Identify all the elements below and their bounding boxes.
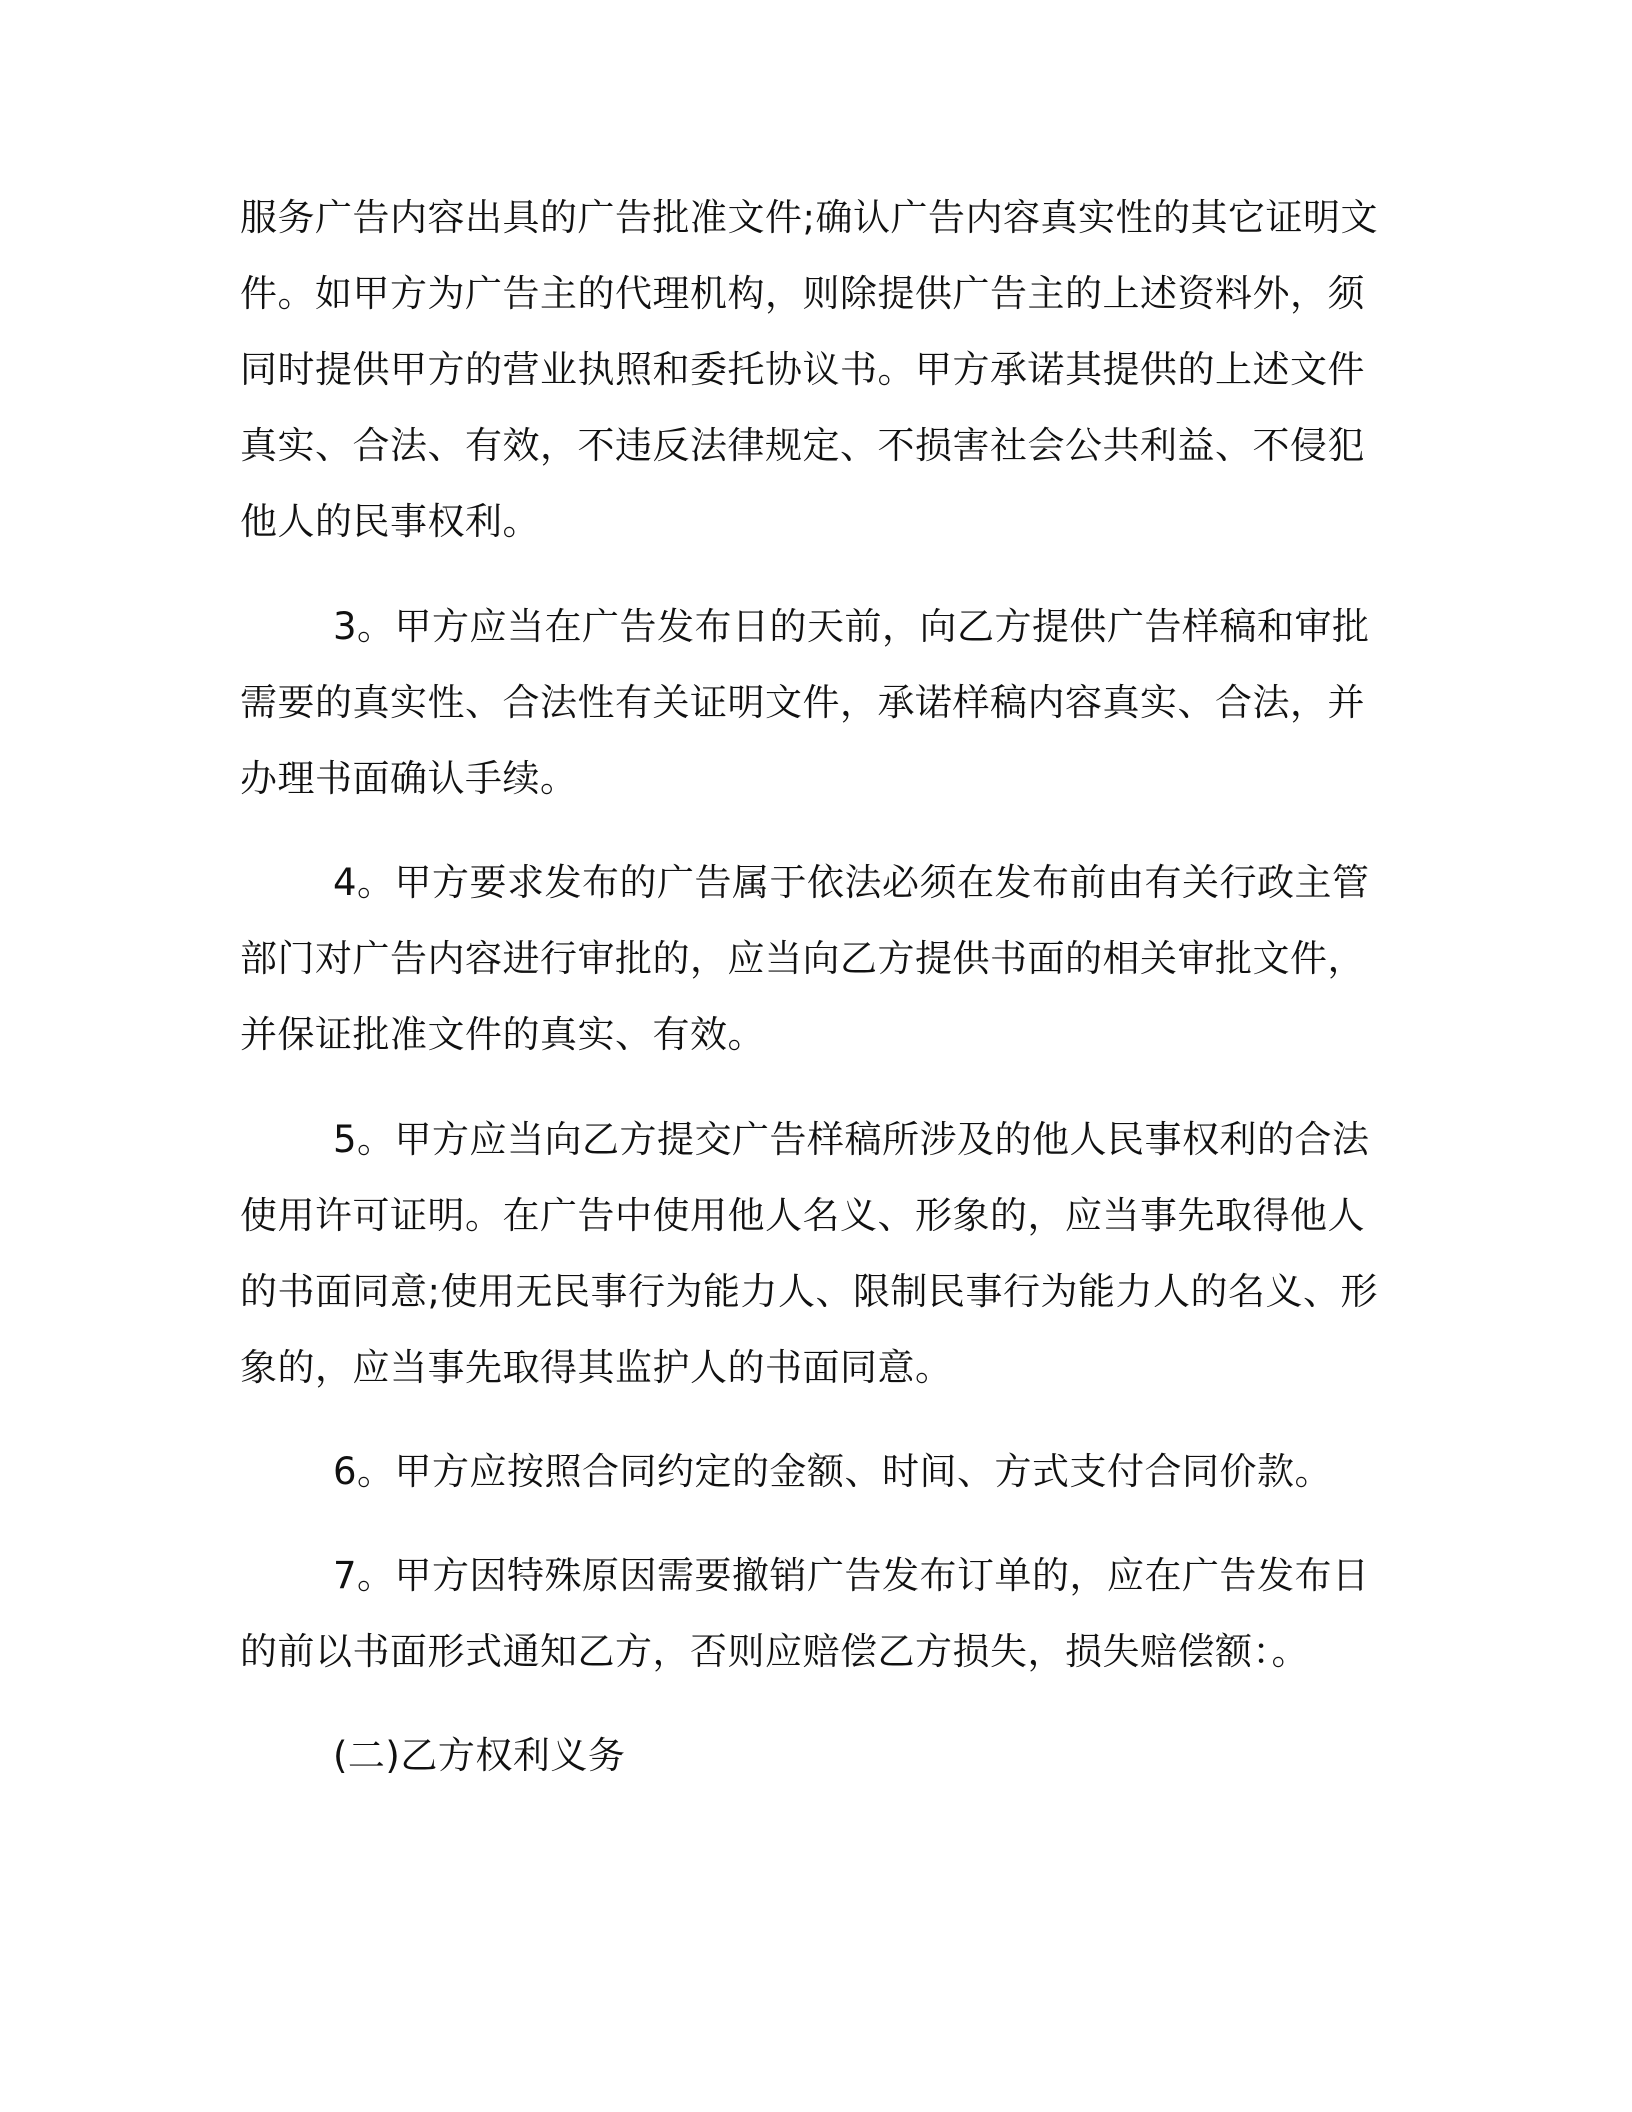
paragraph-line: 象的，应当事先取得其监护人的书面同意。 — [240, 1346, 953, 1389]
paragraph-line: 的前以书面形式通知乙方，否则应赔偿乙方损失，损失赔偿额：。 — [240, 1630, 1309, 1673]
paragraph-line: 使用许可证明。在广告中使用他人名义、形象的，应当事先取得他人 — [240, 1194, 1365, 1237]
paragraph-line: 5。甲方应当向乙方提交广告样稿所涉及的他人民事权利的合法 — [333, 1118, 1370, 1161]
paragraph-line: 6。甲方应按照合同约定的金额、时间、方式支付合同价款。 — [333, 1450, 1333, 1493]
paragraph-line: 的书面同意;使用无民事行为能力人、限制民事行为能力人的名义、形 — [240, 1270, 1378, 1313]
section-heading: (二)乙方权利义务 — [333, 1734, 626, 1777]
paragraph-line: 需要的真实性、合法性有关证明文件，承诺样稿内容真实、合法，并 — [240, 681, 1365, 724]
paragraph-line: 并保证批准文件的真实、有效。 — [240, 1013, 765, 1056]
paragraph-line: 件。如甲方为广告主的代理机构，则除提供广告主的上述资料外，须 — [240, 272, 1365, 315]
paragraph-line: 服务广告内容出具的广告批准文件;确认广告内容真实性的其它证明文 — [240, 196, 1378, 239]
paragraph-line: 部门对广告内容进行审批的，应当向乙方提供书面的相关审批文件， — [240, 937, 1365, 980]
paragraph-line: 4。甲方要求发布的广告属于依法必须在发布前由有关行政主管 — [333, 861, 1370, 904]
paragraph-line: 他人的民事权利。 — [240, 500, 540, 543]
paragraph-line: 办理书面确认手续。 — [240, 757, 578, 800]
paragraph-line: 7。甲方因特殊原因需要撤销广告发布订单的，应在广告发布日 — [333, 1554, 1370, 1597]
paragraph-line: 同时提供甲方的营业执照和委托协议书。甲方承诺其提供的上述文件 — [240, 348, 1365, 391]
paragraph-line: 真实、合法、有效，不违反法律规定、不损害社会公共利益、不侵犯 — [240, 424, 1365, 467]
paragraph-line: 3。甲方应当在广告发布日的天前，向乙方提供广告样稿和审批 — [333, 605, 1370, 648]
